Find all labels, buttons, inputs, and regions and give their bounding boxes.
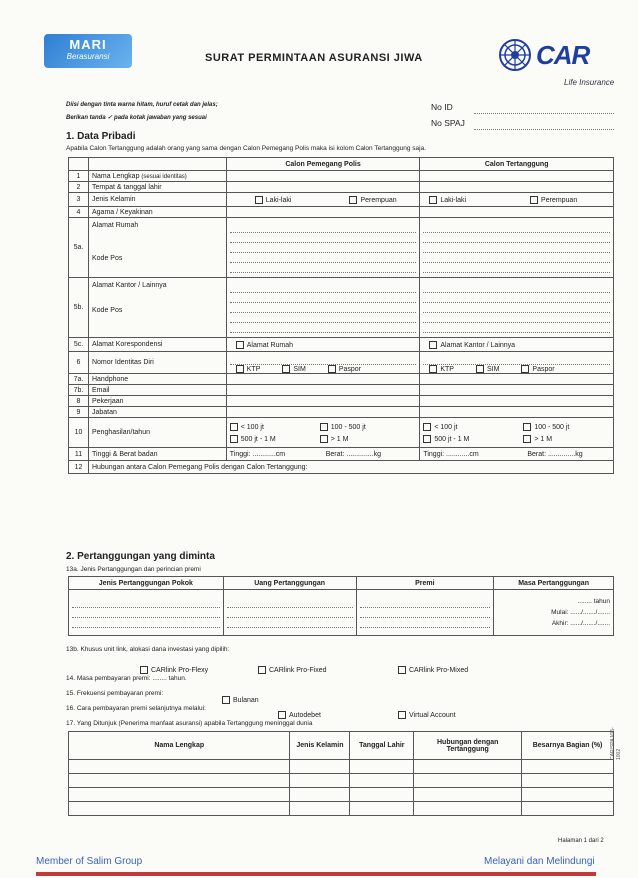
col-nama: Nama Lengkap [69,732,290,760]
nama-pemegang-field[interactable] [226,171,420,182]
col-hubungan: Hubungan dengan Tertanggung [414,732,522,760]
berat-field[interactable]: Berat: ..............kg [325,450,381,458]
option-label: Paspor [532,365,555,373]
q15-label: 15. Frekuensi pembayaran premi: [66,690,164,697]
email-pemegang-field[interactable] [226,385,420,396]
q17-label: 17. Yang Ditunjuk (Penerima manfaat asuransi) apabila Tertanggung meninggal dunia [66,720,313,727]
income-500-1m-checkbox[interactable] [230,435,320,443]
option-label: 500 jt - 1 M [240,435,276,443]
row-number: 11 [69,448,89,461]
paspor-checkbox[interactable] [521,365,554,373]
option-label: KTP [440,365,454,373]
alamat-rumah-pemegang-field[interactable] [226,218,420,278]
option-label: SIM [486,365,500,373]
row-number: 5b. [69,278,89,338]
personal-data-table [68,157,614,474]
row-label: Agama / Keyakinan [88,207,226,218]
pekerjaan-tertanggung-field[interactable] [420,396,614,407]
section-1-title: 1. Data Pribadi [66,131,136,142]
tinggi-field[interactable]: Tinggi: ............cm [423,450,479,458]
table-row[interactable] [69,774,614,788]
option-label: Paspor [338,365,362,373]
col-uang: Uang Pertanggungan [223,577,356,590]
ktp-checkbox[interactable] [236,365,261,373]
q14-label[interactable]: 14. Masa pembayaran premi: ........ tahun. [66,675,187,682]
row-number: 5a. [69,218,89,278]
virtual-account-checkbox[interactable] [398,704,456,722]
brand-subtitle: Life Insurance [564,78,615,87]
table-row[interactable] [69,760,614,774]
logo-line1: MARI [69,37,107,52]
option-label: Virtual Account [409,712,456,719]
paspor-checkbox[interactable] [328,365,361,373]
sim-checkbox[interactable] [476,365,499,373]
nama-tertanggung-field[interactable] [420,171,614,182]
income-gt1m-checkbox[interactable] [523,435,552,443]
row-label: Nama Lengkap [91,172,140,180]
option-label: < 100 jt [434,423,458,431]
perempuan-checkbox[interactable] [530,196,577,204]
footer-member: Member of Salim Group [36,856,143,867]
row-label: Tinggi & Berat badan [88,448,226,461]
no-id-field[interactable] [474,104,614,114]
row-number: 7a. [69,374,89,385]
option-label: > 1 M [534,435,553,443]
row-label: Jenis Kelamin [88,193,226,207]
col-tanggal-lahir: Tanggal Lahir [350,732,414,760]
row-number: 12 [69,461,89,474]
row-number: 6 [69,352,89,374]
row-number: 1 [69,171,89,182]
hubungan-field[interactable] [88,461,613,474]
form-code: CAR/SPAJ/05-1002 [610,727,622,760]
jabatan-pemegang-field[interactable] [226,407,420,418]
footer-bar [36,872,596,876]
row-label: Hubungan antara Calon Pemegang Polis dengan Calon Tertanggung: [91,463,308,471]
uang-field[interactable] [223,590,356,636]
car-brand: CAR [536,40,590,70]
option-label: Alamat Kantor / Lainnya [440,341,516,349]
col-pemegang: Calon Pemegang Polis [226,158,420,171]
alamat-kantor-tertanggung-field[interactable] [420,278,614,338]
beneficiary-table [68,731,614,816]
no-spaj-field[interactable] [474,120,614,130]
row-number: 3 [69,193,89,207]
option-label: 100 - 500 jt [330,423,366,431]
option-label: Bulanan [233,697,259,704]
fund-fixed-checkbox[interactable] [258,659,327,677]
row-number: 2 [69,182,89,193]
option-label: Perempuan [541,196,578,204]
masa-field[interactable] [494,590,614,636]
mari-berasuransi-logo [44,34,132,68]
akhir-text: Akhir: ....../......./....... [551,620,610,627]
income-500-1m-checkbox[interactable] [423,435,523,443]
option-label: CARlink Pro-Fixed [269,667,327,674]
form-title: SURAT PERMINTAAN ASURANSI JIWA [205,52,423,64]
row-number: 5c. [69,338,89,352]
q13b-label: 13b. Khusus unit link, alokasi dana investasi yang dipilih: [66,646,230,653]
row-label: Alamat Kantor / Lainnya [91,282,167,289]
email-tertanggung-field[interactable] [420,385,614,396]
option-label: > 1 M [330,435,349,443]
row-number: 4 [69,207,89,218]
option-label: Alamat Rumah [246,341,294,349]
row-number: 8 [69,396,89,407]
instruction-2: Berikan tanda ✓ pada kotak jawaban yang sesuai [66,115,207,121]
alamat-kantor-checkbox[interactable] [429,341,515,349]
section-2-title: 2. Pertanggungan yang diminta [66,551,215,562]
section-1-subtitle: Apabila Calon Tertanggung adalah orang yang sama dengan Calon Pemegang Polis maka isi kolom Calon Tertanggung saja. [66,145,427,152]
row-number: 7b. [69,385,89,396]
kode-pos-label: Kode Pos [91,255,123,262]
tahun-text: ........ tahun [577,598,610,605]
tinggi-field[interactable]: Tinggi: ............cm [229,450,286,458]
option-label: KTP [246,365,261,373]
row-label: Alamat Rumah [91,222,139,229]
option-label: Autodebet [289,712,321,719]
footer-tagline: Melayani dan Melindungi [484,856,595,867]
option-label: Laki-laki [440,196,467,204]
row-label: Nomor Identitas Diri [88,352,226,374]
option-label: 500 jt - 1 M [434,435,470,443]
option-label: 100 - 500 jt [534,423,570,431]
table-row[interactable] [69,802,614,816]
car-emblem-icon [498,38,532,77]
berat-field[interactable]: Berat: ..............kg [527,450,583,458]
alamat-rumah-checkbox[interactable] [236,341,293,349]
premi-field[interactable] [356,590,494,636]
row-label: Penghasilan/tahun [88,418,226,448]
bulanan-checkbox[interactable] [222,689,259,707]
pekerjaan-pemegang-field[interactable] [226,396,420,407]
income-lt100-checkbox[interactable] [423,423,523,431]
row-label: Jabatan [88,407,226,418]
option-label: CARlink Pro-Flexy [151,667,209,674]
alamat-kantor-pemegang-field[interactable] [226,278,420,338]
mulai-text: Mulai: ....../......./....... [551,609,610,616]
row-number: 9 [69,407,89,418]
col-tertanggung: Calon Tertanggung [420,158,614,171]
income-lt100-checkbox[interactable] [230,423,320,431]
kode-pos-label: Kode Pos [91,307,123,314]
agama-tertanggung-field[interactable] [420,207,614,218]
col-masa: Masa Pertanggungan [494,577,614,590]
perempuan-checkbox[interactable] [349,196,396,204]
alamat-rumah-tertanggung-field[interactable] [420,218,614,278]
option-label: CARlink Pro-Mixed [409,667,469,674]
row-label: Email [88,385,226,396]
ttl-tertanggung-field[interactable] [420,182,614,193]
row-label: Handphone [88,374,226,385]
hp-pemegang-field[interactable] [226,374,420,385]
row-number: 10 [69,418,89,448]
jabatan-tertanggung-field[interactable] [420,407,614,418]
income-100-500-checkbox[interactable] [320,423,366,431]
option-label: Laki-laki [265,196,292,204]
row-note: (sesuai identitas) [141,173,187,180]
row-label: Alamat Korespondensi [88,338,226,352]
income-gt1m-checkbox[interactable] [320,435,349,443]
coverage-table [68,576,614,636]
col-jenis-kelamin: Jenis Kelamin [290,732,350,760]
fund-mixed-checkbox[interactable] [398,659,468,677]
page-number: Halaman 1 dari 2 [558,838,604,844]
option-label: SIM [293,365,306,373]
q16-label: 16. Cara pembayaran premi selanjutnya melalui: [66,705,206,712]
col-bagian: Besarnya Bagian (%) [522,732,614,760]
jenis-field[interactable] [69,590,224,636]
q13a-label: 13a. Jenis Pertanggungan dan perincian premi [66,566,201,573]
col-jenis: Jenis Pertanggungan Pokok [69,577,224,590]
income-100-500-checkbox[interactable] [523,423,569,431]
table-row[interactable] [69,788,614,802]
ktp-checkbox[interactable] [429,365,454,373]
option-label: Perempuan [360,196,397,204]
no-id-label: No ID [431,102,453,112]
row-label: Tempat & tanggal lahir [88,182,226,193]
ttl-pemegang-field[interactable] [226,182,420,193]
option-label: < 100 jt [240,423,264,431]
logo-line2: Berasuransi [66,52,110,61]
col-premi: Premi [356,577,494,590]
laki-checkbox[interactable] [429,196,466,204]
sim-checkbox[interactable] [282,365,305,373]
no-spaj-label: No SPAJ [431,118,465,128]
hp-tertanggung-field[interactable] [420,374,614,385]
instruction-1: Diisi dengan tinta warna hitam, huruf cetak dan jelas; [66,102,218,108]
agama-pemegang-field[interactable] [226,207,420,218]
laki-checkbox[interactable] [255,196,292,204]
row-label: Pekerjaan [88,396,226,407]
